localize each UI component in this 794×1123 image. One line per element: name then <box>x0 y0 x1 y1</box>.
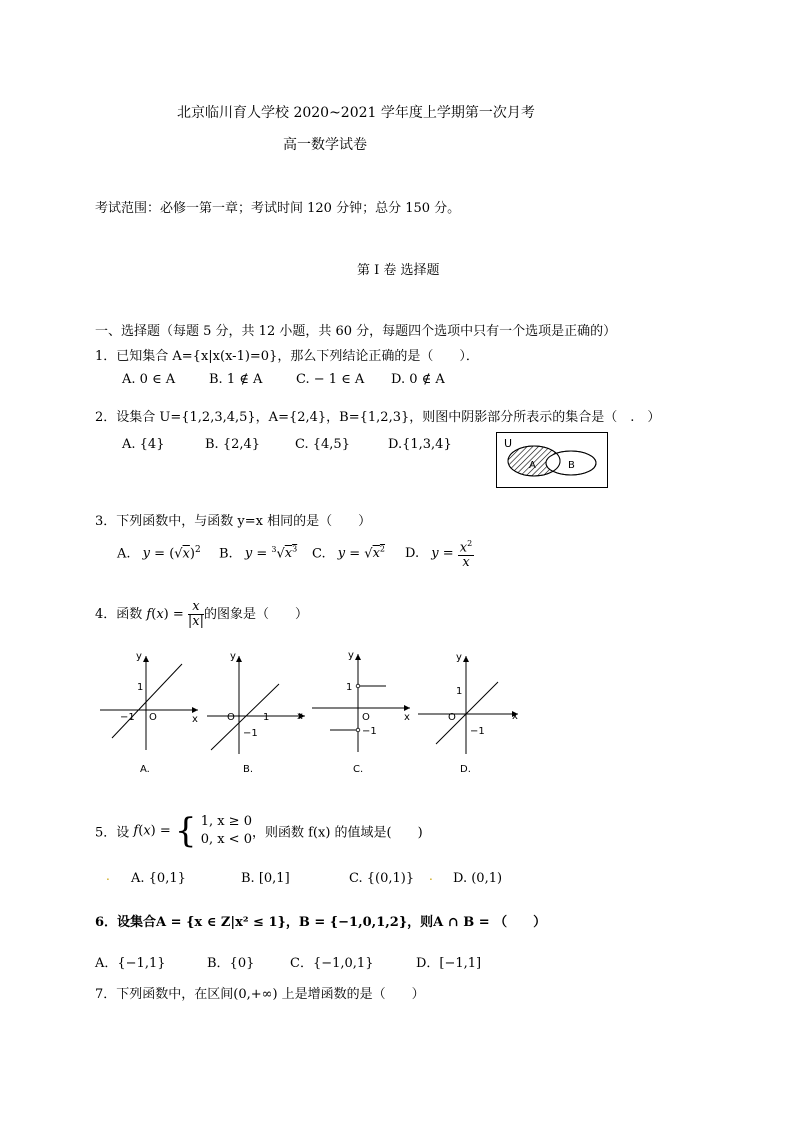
q5-case-1: 1, x ≥ 0 <box>200 814 252 829</box>
graph-b-label: B. <box>243 764 254 775</box>
q5-option-c: C. {(0,1)} <box>349 871 415 886</box>
graph-d-x-label: x <box>512 711 518 722</box>
volume-heading: 第 I 卷 选择题 <box>357 263 440 278</box>
graph-d-tick-1: 1 <box>456 686 463 697</box>
q5-option-a: A. {0,1} <box>131 871 186 886</box>
q3-option-a: A. $y = (√x)^2$ <box>117 545 201 562</box>
question-2-stem: 2．设集合 U={1,2,3,4,5}，A={2,4}，B={1,2,3}，则图中阴影部分所表示的集合是（ . ） <box>95 410 661 425</box>
graph-a-origin: O <box>149 712 157 723</box>
question-3-stem: 3．下列函数中，与函数 y=x 相同的是（ ） <box>95 514 372 529</box>
graph-b-origin: O <box>227 712 235 723</box>
q2-option-d: D.{1,3,4} <box>388 437 452 452</box>
graph-c-x-label: x <box>404 712 410 723</box>
q5-stem-prefix: 5．设 <box>95 825 130 841</box>
graph-b-y-label: y <box>230 651 236 662</box>
q1-option-c: C. − 1 ∈ A <box>296 372 365 387</box>
venn-diagram <box>496 432 608 488</box>
q6-option-b: B．{0} <box>207 956 255 971</box>
venn-label-a: A <box>529 460 536 471</box>
graph-a <box>98 650 202 780</box>
q3-option-a-label: A. <box>117 546 131 562</box>
q6-option-c: C．{−1,0,1} <box>290 956 374 971</box>
graph-a-tick-1: 1 <box>137 682 144 693</box>
graph-a-y-label: y <box>136 651 142 662</box>
q6-option-d: D．[−1,1] <box>416 956 482 971</box>
section-heading: 一、选择题（每题 5 分，共 12 小题，共 60 分，每题四个选项中只有一个选项是正确的） <box>95 324 617 339</box>
question-4-stem: 4．函数 f(x) = $\frac{x}{|x|}$ 的图象是（ ） <box>95 599 309 629</box>
question-6-stem: 6．设集合A = {x ∈ Z|x² ≤ 1}，B = {−1,0,1,2}，则A ∩ B = （ ） <box>95 915 547 930</box>
graph-d-tick-neg1: −1 <box>470 726 485 737</box>
q5-piecewise: { 1, x ≥ 0 0, x < 0 <box>174 811 252 851</box>
graph-b <box>205 650 309 780</box>
q3-option-b-label: B. <box>219 546 233 562</box>
q5-mark-1: . <box>106 869 110 883</box>
graph-d-label: D. <box>460 764 471 775</box>
graph-d-y-label: y <box>456 652 462 663</box>
graph-a-x-label: x <box>192 714 198 725</box>
graph-d <box>416 650 522 780</box>
graph-c-origin: O <box>362 712 370 723</box>
graph-b-x-label: x <box>297 711 303 722</box>
question-1-stem: 1．已知集合 A={x|x(x-1)=0}，那么下列结论正确的是（ ）． <box>95 349 479 364</box>
venn-label-b: B <box>568 460 575 471</box>
graph-c-tick-1: 1 <box>346 682 353 693</box>
q2-option-a: A. {4} <box>122 437 165 452</box>
venn-label-u: U <box>504 437 513 450</box>
q2-option-c: C. {4,5} <box>295 437 350 452</box>
exam-scope: 考试范围：必修一第一章；考试时间 120 分钟；总分 150 分。 <box>95 201 461 216</box>
graph-a-label: A. <box>140 764 150 775</box>
q4-stem-suffix: 的图象是（ ） <box>204 607 309 622</box>
exam-subtitle: 高一数学试卷 <box>283 137 367 153</box>
graph-c-label: C. <box>353 764 364 775</box>
graph-c-y-label: y <box>348 650 354 661</box>
graph-b-tick-1: 1 <box>263 712 270 723</box>
q1-option-d: D. 0 ∉ A <box>391 372 445 387</box>
question-7-stem: 7．下列函数中，在区间(0,+∞) 上是增函数的是（ ） <box>95 987 425 1002</box>
exam-title: 北京临川育人学校 2020~2021 学年度上学期第一次月考 <box>177 105 535 121</box>
q5-option-b: B. [0,1] <box>241 871 290 886</box>
graph-d-origin: O <box>448 712 456 723</box>
graph-b-tick-neg1: −1 <box>243 728 258 739</box>
graph-c <box>310 648 414 780</box>
q5-mark-2: . <box>429 869 433 883</box>
question-5-stem: 5．设 f(x) = { 1, x ≥ 0 0, x < 0 ，则函数 f(x) 的值域是( ) <box>95 811 423 851</box>
q5-stem-suffix: ，则函数 f(x) 的值域是( ) <box>251 825 423 841</box>
q3-option-b: B. $y = ^3√x^3$ <box>219 545 298 562</box>
q3-option-c-label: C. <box>312 546 326 562</box>
q4-stem-prefix: 4．函数 <box>95 607 143 622</box>
q5-option-d: D. (0,1) <box>453 871 503 886</box>
graph-c-tick-neg1: −1 <box>362 726 377 737</box>
q2-option-b: B. {2,4} <box>205 437 261 452</box>
q3-option-d: D. y = $\frac{x^2}{x}$ <box>405 539 473 571</box>
q5-case-2: 0, x < 0 <box>200 832 252 847</box>
graph-a-tick-neg1: −1 <box>120 712 135 723</box>
q1-option-b: B. 1 ∉ A <box>209 372 263 387</box>
q6-option-a: A．{−1,1} <box>95 956 166 971</box>
q1-option-a: A. 0 ∈ A <box>122 372 176 387</box>
q3-option-c: C. $y = √x^2$ <box>312 545 386 562</box>
q3-option-d-label: D. <box>405 546 420 562</box>
